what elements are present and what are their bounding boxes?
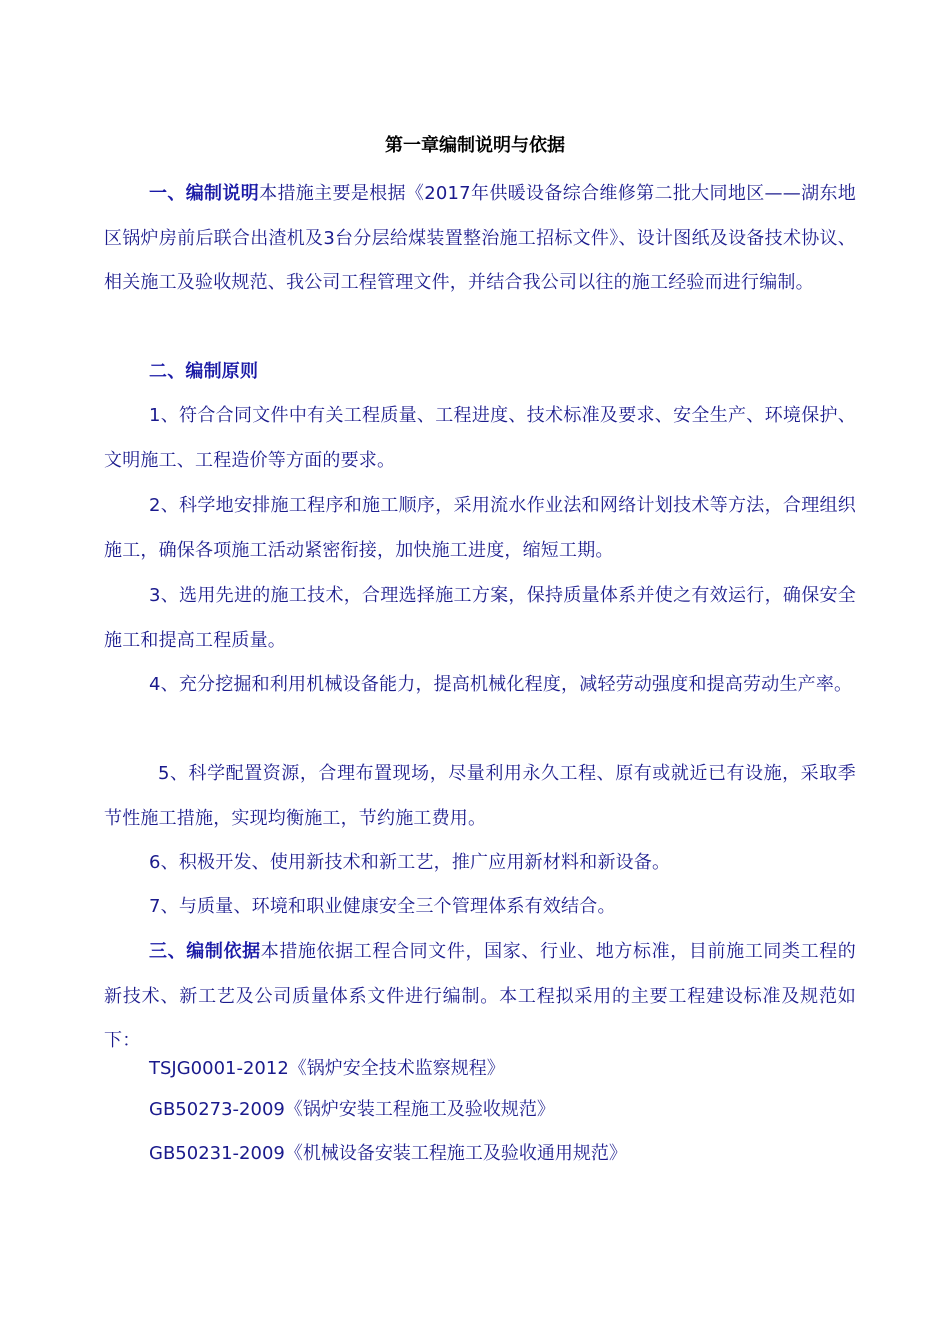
section-heading: 二、编制原则 — [149, 361, 259, 382]
section-basis — [104, 930, 856, 1064]
section-explanation — [104, 172, 856, 306]
standard-item: GB50273-2009《锅炉安装工程施工及验收规范》 — [149, 1099, 555, 1120]
principle-item: 2、科学地安排施工程序和施工顺序，采用流水作业法和网络计划技术等方法，合理组织施工，确保各项施工活动紧密衔接，加快施工进度，缩短工期。 — [104, 495, 856, 561]
principle-item: 3、选用先进的施工技术，合理选择施工方案，保持质量体系并使之有效运行，确保安全施工和提高工程质量。 — [104, 585, 856, 651]
standard-item: GB50231-2009《机械设备安装工程施工及验收通用规范》 — [149, 1143, 627, 1164]
section-text: 本措施主要是根据《2017年供暖设备综合维修第二批大同地区——湖东地区锅炉房前后联合出渣机及3台分层给煤装置整治施工招标文件》、设计图纸及设备技术协议、相关施工及验收规范、我公司工程管理文件，并结合我公司以往的施工经验而进行编制。 — [104, 183, 856, 294]
principle-item: 6、积极开发、使用新技术和新工艺，推广应用新材料和新设备。 — [149, 852, 671, 873]
section-text: 本措施依据工程合同文件，国家、行业、地方标准，目前施工同类工程的新技术、新工艺及公司质量体系文件进行编制。本工程拟采用的主要工程建设标准及规范如下： — [104, 941, 856, 1052]
section-heading: 一、编制说明 — [149, 183, 260, 204]
standard-item: TSJG0001-2012《锅炉安全技术监察规程》 — [149, 1058, 505, 1079]
section-heading: 三、编制依据 — [149, 941, 261, 962]
section-principles-heading — [104, 350, 856, 395]
chapter-title: 第一章编制说明与依据 — [385, 135, 565, 156]
principle-item: 5、科学配置资源，合理布置现场，尽量利用永久工程、原有或就近已有设施，采取季节性施工措施，实现均衡施工，节约施工费用。 — [104, 763, 856, 829]
principle-item: 7、与质量、环境和职业健康安全三个管理体系有效结合。 — [149, 896, 616, 917]
principle-item: 4、充分挖掘和利用机械设备能力，提高机械化程度，减轻劳动强度和提高劳动生产率。 — [149, 674, 853, 695]
principle-item: 1、符合合同文件中有关工程质量、工程进度、技术标准及要求、安全生产、环境保护、文明施工、工程造价等方面的要求。 — [104, 405, 856, 471]
